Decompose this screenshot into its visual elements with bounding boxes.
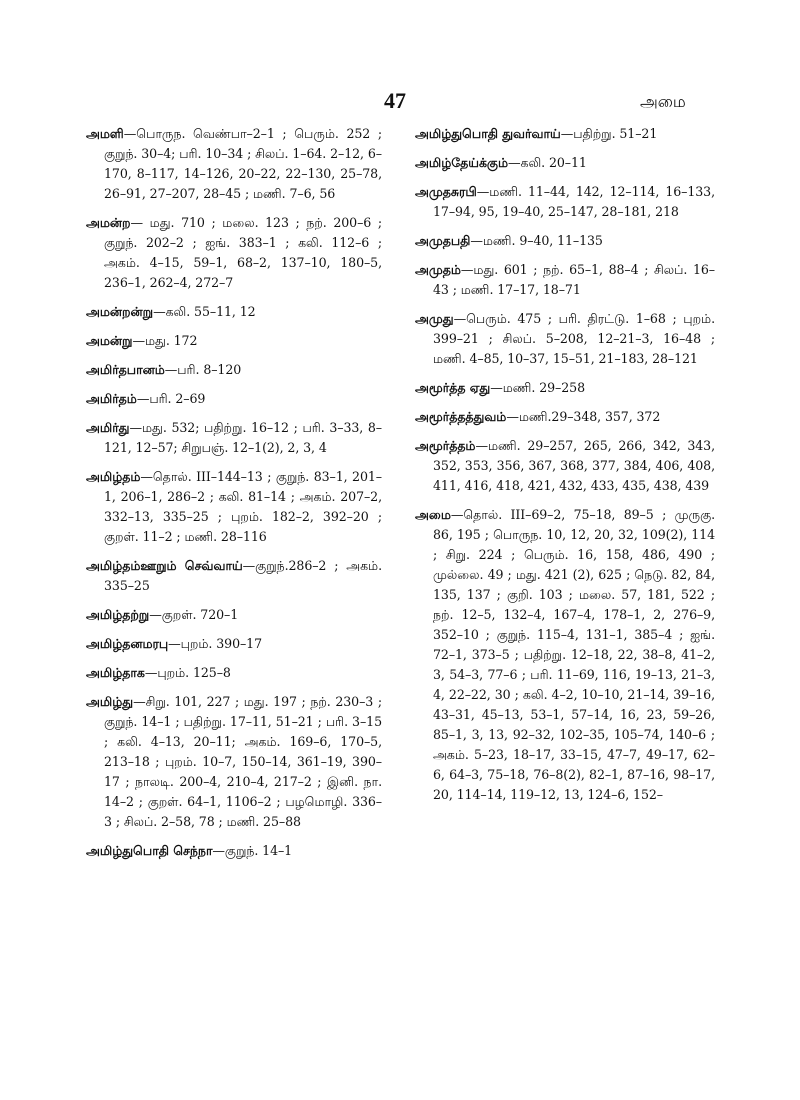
entry-headword: அமை [415, 507, 451, 522]
index-entry [86, 360, 382, 380]
entry-headword: அமிர்து [86, 420, 130, 435]
entry-references: பதிற்று. 51–21 [573, 126, 658, 141]
entry-dash: — [242, 558, 256, 573]
entry-dash: — [130, 215, 144, 230]
entry-headword: அமுதம் [415, 262, 461, 277]
entry-headword: அமிழ்து [86, 694, 134, 709]
index-entry [415, 182, 715, 222]
entry-headword: அமிழ்தனமரபு [86, 636, 169, 651]
index-entry [415, 231, 715, 251]
index-entry [86, 634, 382, 654]
entry-dash: — [144, 665, 158, 680]
entry-references: குறுந். 14–1 [224, 843, 293, 858]
entry-dash: — [460, 262, 474, 277]
entry-headword: அமூர்த்தத்துவம் [415, 409, 507, 424]
entry-dash: — [140, 469, 153, 484]
index-entry [86, 467, 382, 547]
entry-headword: அமன்று [86, 333, 133, 348]
index-entry [86, 124, 382, 204]
index-entry [415, 153, 715, 173]
entry-headword: அமிர்தம் [86, 391, 137, 406]
index-entry [86, 389, 382, 409]
index-entry [86, 213, 382, 293]
entry-references: மணி. 11–44, 142, 12–114, 16–133, 17–94, 95, 19–40, 25–147, 28–181, 218 [433, 184, 715, 219]
entry-references: பரி. 2–69 [149, 391, 206, 406]
index-entry [415, 124, 715, 144]
index-entry [86, 556, 382, 596]
entry-references: புறம். 390–17 [180, 636, 262, 651]
entry-dash: — [475, 438, 488, 453]
entry-headword: அமிழ்தற்று [86, 607, 150, 622]
entry-references: மது. 601 ; நற். 65–1, 88–4 ; சிலப். 16–43 ; மணி. 17–17, 18–71 [433, 262, 715, 297]
entry-dash: — [123, 126, 137, 141]
page-number: 47 [384, 88, 406, 113]
index-entry [86, 418, 382, 458]
entry-references: பொருந. வெண்பா–2–1 ; பெரும். 252 ; குறுந். 30–4; பரி. 10–34 ; சிலப். 1–64. 2–12, 6–170, 8–117, 14–126, 20–22, 22–130, 25–78, 26–91, 27–207, 28–45 ; மணி. 7–6, 56 [104, 126, 382, 201]
entry-dash: — [453, 311, 467, 326]
entry-headword: அமன்றன்று [86, 304, 154, 319]
entry-dash: — [212, 843, 225, 858]
entry-references: மணி. 29–258 [502, 380, 585, 395]
entry-dash: — [450, 507, 464, 522]
entry-references: தொல். III–69–2, 75–18, 89–5 ; முருகு. 86, 195 ; பொருந. 10, 12, 20, 32, 109(2), 114 ; சிறு. 224 ; பெரும். 16, 158, 486, 490 ; முல்லை. 49 ; மது. 421 (2), 625 ; நெடு. 82, 84, 135, 137 ; குறி. 103 ; மலை. 57, 181, 522 ; நற். 12–5, 132–4, 167–4, 178–1, 2, 276–9, 352–10 ; குறுந். 115–4, 131–1, 385–4 ; ஐங். 72–1, 373–5 ; பதிற்று. 12–18, 22, 38–8, 41–2, 3, 54–3, 77–6 ; பரி. 11–69, 116, 19–13, 21–3, 4, 22–22, 30 ; கலி. 4–2, 10–10, 21–14, 39–16, 43–31, 45–13, 53–1, 57–14, 16, 23, 59–26, 85–1, 3, 13, 92–32, 102–35, 105–74, 140–6 ; அகம். 5–23, 18–17, 33–15, 47–7, 49–17, 62–6, 64–3, 75–18, 76–8(2), 82–1, 87–16, 98–17, 20, 114–14, 119–12, 13, 124–6, 152– [433, 507, 715, 802]
entry-dash: — [132, 333, 145, 348]
entry-headword: அமிர்தபானம் [86, 362, 165, 377]
entry-headword: அமிழ்தேய்க்கும் [415, 155, 508, 170]
entry-dash: — [507, 155, 521, 170]
index-entry [415, 309, 715, 369]
entry-headword: அமுது [415, 311, 454, 326]
entry-references: மணி. 29–257, 265, 266, 342, 343, 352, 353, 356, 367, 368, 377, 384, 406, 408, 411, 416, 418, 421, 432, 433, 435, 438, 439 [433, 438, 715, 493]
entry-dash: — [133, 694, 146, 709]
right-column [415, 124, 715, 814]
entry-headword: அமுதசுரபி [415, 184, 477, 199]
entry-references: மது. 172 [144, 333, 198, 348]
entry-references: பரி. 8–120 [177, 362, 242, 377]
entry-dash: — [560, 126, 574, 141]
entry-headword: அமுதபதி [415, 233, 471, 248]
index-entry [86, 302, 382, 322]
running-head: அமை [640, 92, 686, 111]
index-entry [415, 436, 715, 496]
entry-headword: அமிழ்துபொதி துவர்வாய் [415, 126, 561, 141]
entry-references: சிறு. 101, 227 ; மது. 197 ; நற். 230–3 ; குறுந். 14–1 ; பதிற்று. 17–11, 51–21 ; பரி. 3–15 ; கலி. 4–13, 20–11; அகம். 169–6, 170–5, 213–18 ; புறம். 10–7, 150–14, 361–19, 390–17 ; நாலடி. 200–4, 210–4, 217–2 ; இனி. நா. 14–2 ; குறள். 64–1, 1106–2 ; பழமொழி. 336–3 ; சிலப். 2–58, 78 ; மணி. 25–88 [104, 694, 382, 829]
entry-dash: — [129, 420, 142, 435]
index-entry [415, 505, 715, 805]
entry-references: மது. 710 ; மலை. 123 ; நற். 200–6 ; குறுந். 202–2 ; ஐங். 383–1 ; கலி. 112–6 ; அகம். 4–15, 59–1, 68–2, 137–10, 180–5, 236–1, 262–4, 272–7 [104, 215, 382, 290]
entry-headword: அமிழ்தாக [86, 665, 145, 680]
entry-dash: — [136, 391, 150, 406]
index-entry [86, 331, 382, 351]
entry-headword: அமிழ்தம் [86, 469, 141, 484]
entry-dash: — [506, 409, 519, 424]
entry-references: கலி. 20–11 [520, 155, 587, 170]
entry-references: குறள். 720–1 [161, 607, 239, 622]
index-entry [86, 692, 382, 832]
entry-references: தொல். III–144–13 ; குறுந். 83–1, 201–1, 206–1, 286–2 ; கலி. 81–14 ; அகம். 207–2, 332–13, 335–25 ; புறம். 182–2, 392–20 ; குறள். 11–2 ; மணி. 28–116 [104, 469, 382, 544]
index-entry [415, 260, 715, 300]
left-column [86, 124, 382, 870]
entry-headword: அமிழ்துபொதி செந்நா [86, 843, 213, 858]
entry-dash: — [490, 380, 503, 395]
entry-references: மணி. 9–40, 11–135 [482, 233, 603, 248]
entry-headword: அமன்ற [86, 215, 131, 230]
index-entry [415, 378, 715, 398]
entry-headword: அமூர்த்த ஏது [415, 380, 491, 395]
entry-dash: — [164, 362, 178, 377]
entry-dash: — [149, 607, 162, 622]
entry-dash: — [476, 184, 490, 199]
entry-headword: அமளி [86, 126, 124, 141]
entry-references: கலி. 55–11, 12 [165, 304, 256, 319]
index-entry [86, 841, 382, 861]
entry-references: மணி.29–348, 357, 372 [518, 409, 661, 424]
index-entry [86, 663, 382, 683]
entry-dash: — [168, 636, 181, 651]
entry-dash: — [153, 304, 166, 319]
entry-references: புறம். 125–8 [157, 665, 231, 680]
entry-headword: அமூர்த்தம் [415, 438, 476, 453]
entry-headword: அமிழ்தம்ஊறும் செவ்வாய் [86, 558, 243, 573]
entry-references: மது. 532; பதிற்று. 16–12 ; பரி. 3–33, 8–121, 12–57; சிறுபஞ். 12–1(2), 2, 3, 4 [104, 420, 382, 455]
entry-dash: — [470, 233, 483, 248]
index-entry [86, 605, 382, 625]
entry-references: பெரும். 475 ; பரி. திரட்டு. 1–68 ; புறம். 399–21 ; சிலப். 5–208, 12–21–3, 16–48 ; மணி. 4–85, 10–37, 15–51, 21–183, 28–121 [433, 311, 715, 366]
entry-references: குறுந்.286–2 ; அகம். 335–25 [104, 558, 382, 593]
index-entry [415, 407, 715, 427]
